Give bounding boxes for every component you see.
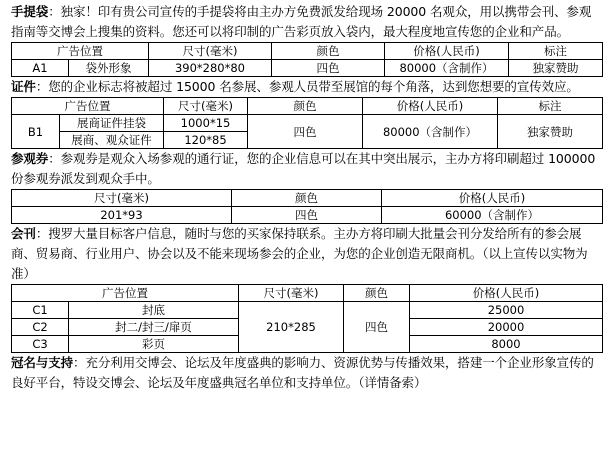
- row-price: 8000: [410, 336, 603, 353]
- header-size: 尺寸(毫米): [149, 43, 272, 60]
- row-price: 60000（含制作）: [382, 207, 603, 224]
- row-size: 390*280*80: [149, 60, 272, 77]
- row-color: 四色: [248, 115, 363, 149]
- row-position: 封底: [69, 302, 239, 319]
- header-note: 标注: [509, 43, 603, 60]
- header-position: 广告位置: [12, 98, 164, 115]
- row-position: 展商、观众证件: [60, 132, 164, 149]
- header-position: 广告位置: [12, 285, 239, 302]
- handbag-heading: 手提袋: [11, 4, 49, 19]
- row-code: B1: [12, 115, 60, 149]
- header-size: 尺寸(毫米): [12, 190, 232, 207]
- row-position: 封二/封三/扉页: [69, 319, 239, 336]
- ticket-table: [11, 189, 603, 224]
- row-price: 25000: [410, 302, 603, 319]
- row-code: C1: [12, 302, 69, 319]
- row-position: 展商证件挂袋: [60, 115, 164, 132]
- table-header-row: [12, 190, 603, 207]
- handbag-text: ：独家！印有贵公司宣传的手提袋将由主办方免费派发给现场 20000 名观众，用以携带会刊、参观指南等交博会上搜集的资料。您还可以将印制的广告彩页放入袋内，最大程度地宣传您的企业和产品。: [11, 4, 592, 39]
- table-row: [12, 60, 603, 77]
- header-price: 价格(人民币): [410, 285, 603, 302]
- row-code: C3: [12, 336, 69, 353]
- row-note: 独家赞助: [509, 60, 603, 77]
- table-header-row: [12, 98, 603, 115]
- table-header-row: [12, 285, 603, 302]
- header-price: 价格(人民币): [382, 190, 603, 207]
- row-size: 120*85: [164, 132, 248, 149]
- table-header-row: [12, 43, 603, 60]
- ticket-heading: 参观券: [11, 151, 49, 166]
- ticket-text: ：参观券是观众入场参观的通行证，您的企业信息可以在其中突出展示，主办方将印刷超过 100000 份参观券派发到观众手中。: [11, 151, 596, 186]
- row-code: C2: [12, 319, 69, 336]
- row-size: 201*93: [12, 207, 232, 224]
- row-color: 四色: [344, 302, 410, 353]
- row-size: 210*285: [239, 302, 344, 353]
- badge-paragraph: [11, 77, 602, 97]
- table-row: [12, 115, 603, 132]
- header-size: 尺寸(毫米): [239, 285, 344, 302]
- header-position: 广告位置: [12, 43, 149, 60]
- sponsor-text: ：充分利用交博会、论坛及年度盛典的影响力、资源优势与传播效果，搭建一个企业形象宣传的良好平台，特设交博会、论坛及年度盛典冠名单位和支持单位。（详情备索）: [11, 355, 594, 390]
- catalog-table: [11, 284, 603, 353]
- table-row: [12, 302, 603, 319]
- header-size: 尺寸(毫米): [164, 98, 248, 115]
- header-color: 颜色: [248, 98, 363, 115]
- header-note: 标注: [498, 98, 603, 115]
- header-price: 价格(人民币): [385, 43, 509, 60]
- row-size: 1000*15: [164, 115, 248, 132]
- row-price: 80000（含制作）: [363, 115, 498, 149]
- badge-table: [11, 97, 603, 149]
- row-position: 袋外形象: [69, 60, 149, 77]
- table-row: [12, 207, 603, 224]
- row-note: 独家赞助: [498, 115, 603, 149]
- row-color: 四色: [232, 207, 382, 224]
- row-code: A1: [12, 60, 69, 77]
- header-color: 颜色: [232, 190, 382, 207]
- handbag-paragraph: [11, 2, 602, 42]
- handbag-table: [11, 42, 603, 77]
- badge-heading: 证件: [11, 79, 36, 94]
- header-color: 颜色: [272, 43, 385, 60]
- catalog-text: ：搜罗大量目标客户信息，随时与您的买家保持联系。主办方将印刷大批量会刊分发给所有的参会展商、贸易商、行业用户、协会以及不能来现场参会的企业，为您的企业创造无限商机。（以上宣传以实物为准）: [11, 226, 588, 281]
- sponsor-paragraph: [11, 353, 602, 393]
- row-price: 20000: [410, 319, 603, 336]
- catalog-heading: 会刊: [11, 226, 36, 241]
- header-price: 价格(人民币): [363, 98, 498, 115]
- row-price: 80000（含制作）: [385, 60, 509, 77]
- row-position: 彩页: [69, 336, 239, 353]
- sponsor-heading: 冠名与支持: [11, 355, 74, 370]
- header-color: 颜色: [344, 285, 410, 302]
- catalog-paragraph: [11, 224, 602, 284]
- badge-text: ：您的企业标志将被超过 15000 名参展、参观人员带至展馆的每个角落，达到您想要的宣传效应。: [35, 79, 579, 94]
- ticket-paragraph: [11, 149, 602, 189]
- row-color: 四色: [272, 60, 385, 77]
